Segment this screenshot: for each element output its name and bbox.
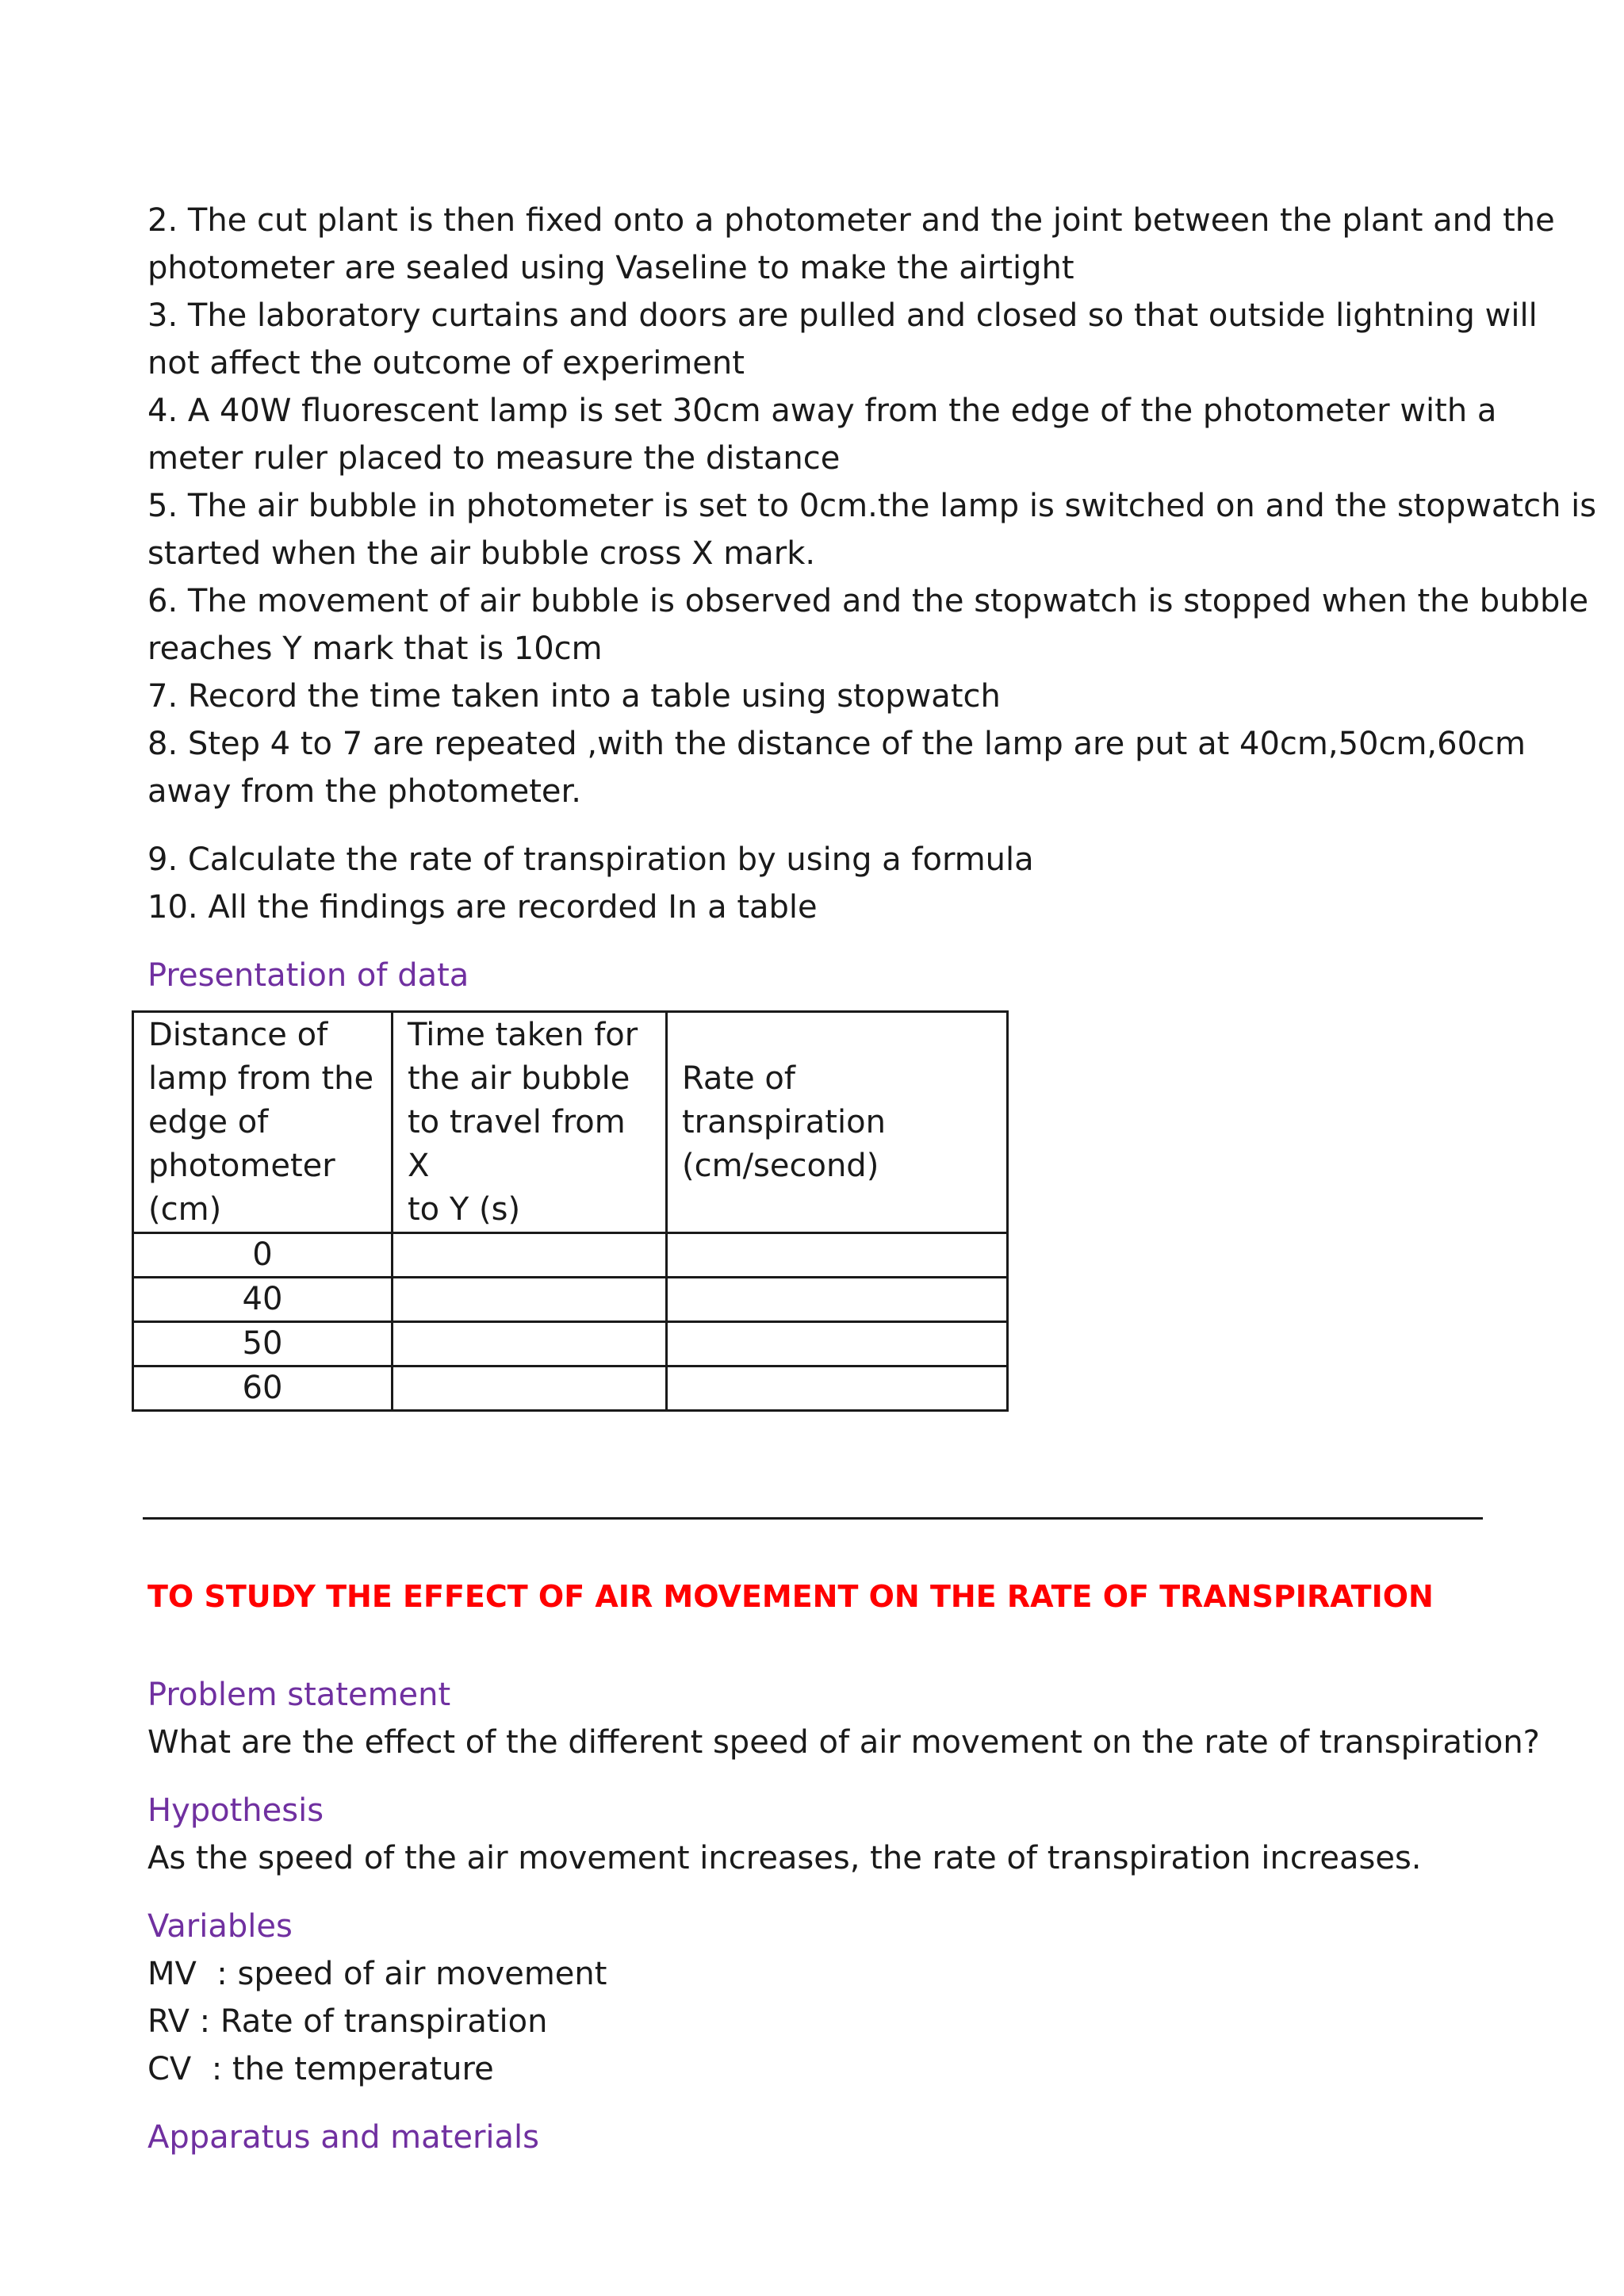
step-line: not affect the outcome of experiment [147, 345, 745, 381]
step-line: 7. Record the time taken into a table using stopwatch [147, 678, 1001, 715]
table-cell [393, 1278, 667, 1322]
header-text: transpiration [682, 1103, 886, 1140]
step-line: 2. The cut plant is then fixed onto a photometer and the joint between the plant and the [147, 202, 1555, 239]
header-text: Rate of [682, 1060, 795, 1097]
header-text: lamp from the [148, 1060, 374, 1097]
table-header-cell [393, 1012, 667, 1233]
air-movement-section [147, 1543, 1540, 2161]
step-line: 5. The air bubble in photometer is set to 0cm.the lamp is switched on and the stopwatch is [147, 488, 1597, 524]
step-line: 3. The laboratory curtains and doors are pulled and closed so that outside lightning will [147, 297, 1538, 334]
variable-item: CV : the temperature [147, 2051, 494, 2087]
header-text: the air bubble [408, 1060, 630, 1097]
step-line: 6. The movement of air bubble is observed and the stopwatch is stopped when the bubble [147, 583, 1589, 619]
header-text: to travel from X [408, 1103, 626, 1184]
header-text: photometer [148, 1147, 335, 1184]
table-row [133, 1233, 1008, 1278]
table-row [133, 1322, 1008, 1366]
table-cell: 60 [133, 1366, 393, 1411]
step-line: 4. A 40W fluorescent lamp is set 30cm away from the edge of the photometer with a [147, 393, 1497, 429]
step-line: away from the photometer. [147, 773, 582, 810]
table-cell: 50 [133, 1322, 393, 1366]
data-table [132, 1010, 1009, 1412]
step-line: meter ruler placed to measure the distance [147, 440, 841, 477]
table-cell [393, 1233, 667, 1278]
variables-heading: Variables [147, 1908, 293, 1945]
apparatus-heading: Apparatus and materials [147, 2119, 539, 2156]
table-cell [393, 1366, 667, 1411]
table-cell [667, 1278, 1008, 1322]
header-text: edge of [148, 1103, 269, 1140]
step-line: reaches Y mark that is 10cm [147, 631, 603, 667]
header-text: Time taken for [408, 1016, 638, 1053]
presentation-heading: Presentation of data [147, 957, 469, 994]
procedure-section [147, 197, 1597, 1412]
problem-heading: Problem statement [147, 1677, 451, 1713]
table-cell [667, 1366, 1008, 1411]
header-text: to Y (s) [408, 1190, 521, 1228]
table-cell [667, 1322, 1008, 1366]
problem-text: What are the effect of the different speed of air movement on the rate of transpiration? [147, 1724, 1540, 1761]
table-header-cell [667, 1012, 1008, 1233]
step-line: 9. Calculate the rate of transpiration by using a formula [147, 841, 1034, 878]
table-cell [393, 1322, 667, 1366]
step-line: 8. Step 4 to 7 are repeated ,with the distance of the lamp are put at 40cm,50cm,60cm [147, 726, 1526, 762]
table-cell: 40 [133, 1278, 393, 1322]
section-divider [143, 1517, 1483, 1520]
variable-item: RV : Rate of transpiration [147, 2003, 548, 2040]
table-cell: 0 [133, 1233, 393, 1278]
header-text: Distance of [148, 1016, 328, 1053]
hypothesis-heading: Hypothesis [147, 1792, 324, 1829]
section-title: TO STUDY THE EFFECT OF AIR MOVEMENT ON THE RATE OF TRANSPIRATION [147, 1579, 1434, 1614]
step-line: 10. All the findings are recorded In a table [147, 889, 818, 926]
hypothesis-text: As the speed of the air movement increases, the rate of transpiration increases. [147, 1840, 1422, 1876]
table-cell [667, 1233, 1008, 1278]
table-header-cell [133, 1012, 393, 1233]
step-line: started when the air bubble cross X mark. [147, 535, 816, 572]
header-text: (cm/second) [682, 1147, 879, 1184]
table-row [133, 1366, 1008, 1411]
header-text: (cm) [148, 1190, 222, 1228]
variable-item: MV : speed of air movement [147, 1956, 607, 1992]
step-line: photometer are sealed using Vaseline to make the airtight [147, 250, 1074, 286]
table-row [133, 1278, 1008, 1322]
table-header-row [133, 1012, 1008, 1233]
